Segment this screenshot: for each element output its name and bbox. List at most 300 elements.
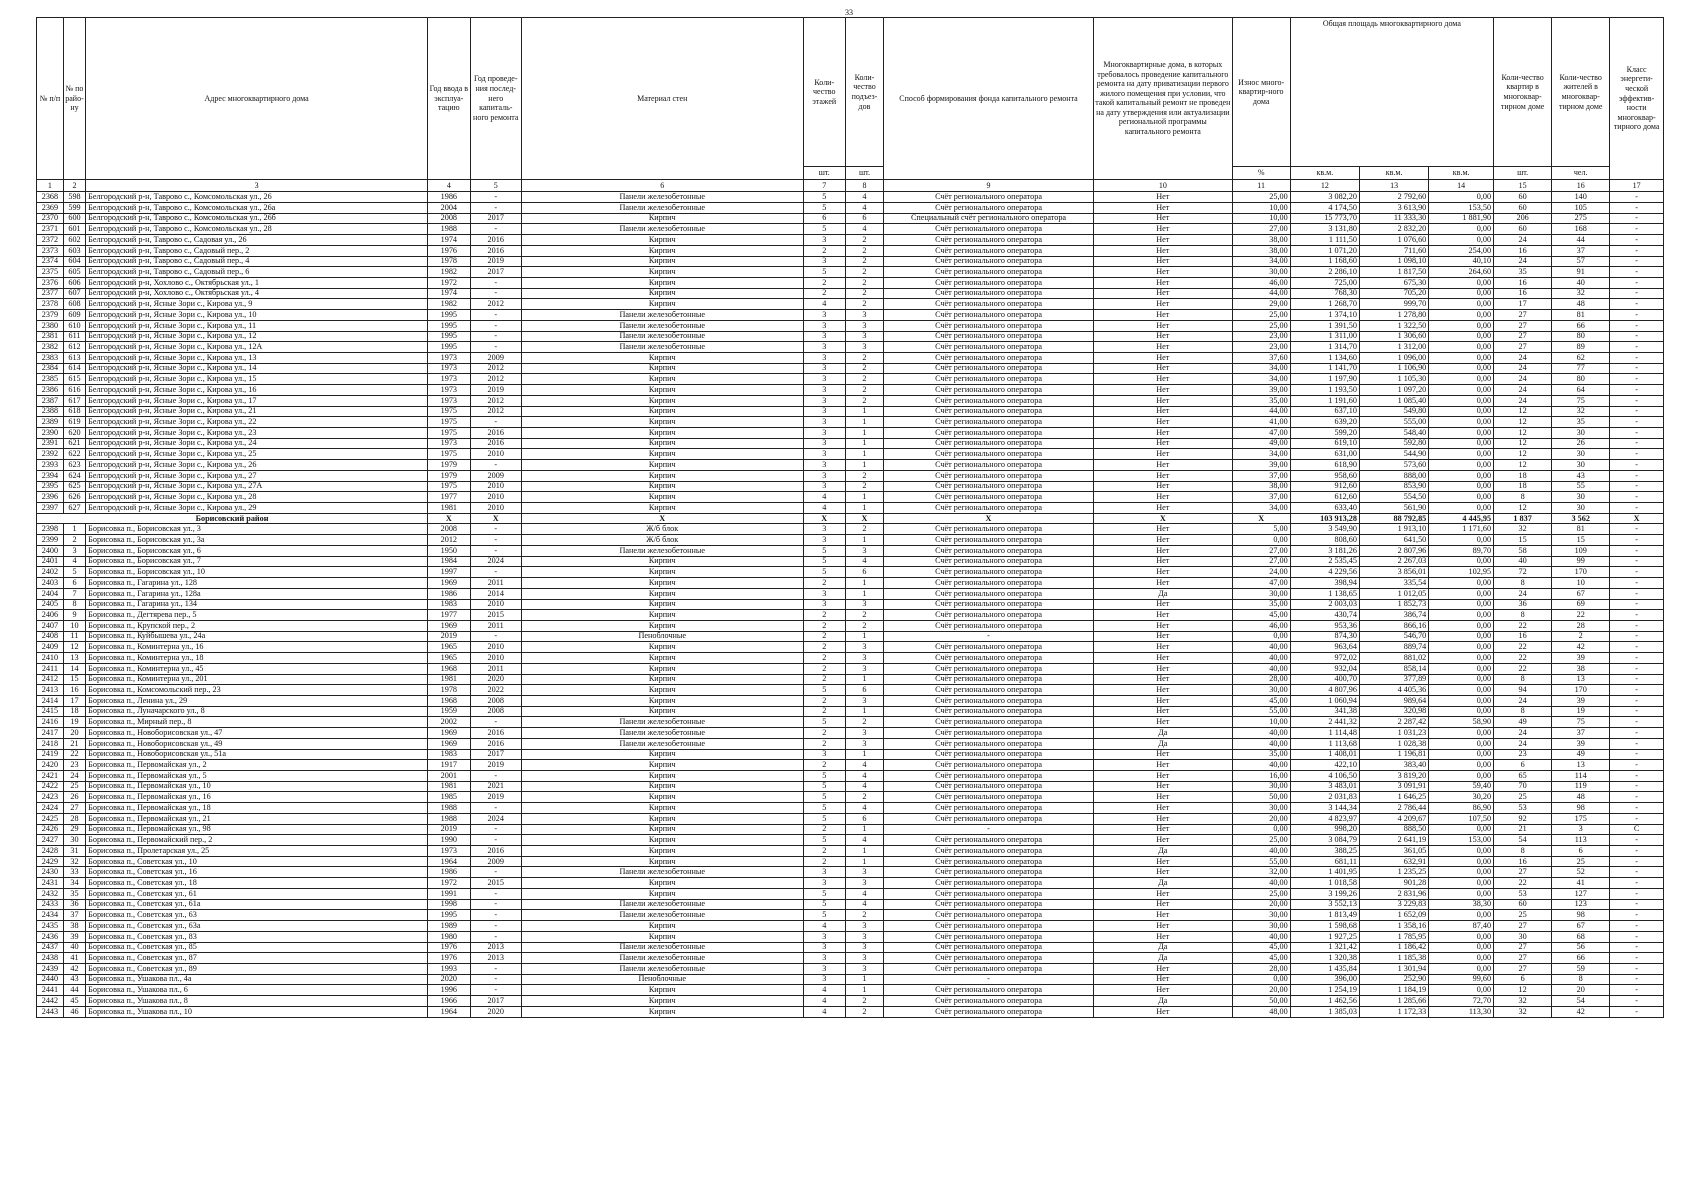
cell-wear-percent: 45,00 xyxy=(1232,942,1290,953)
cell-apartments: 65 xyxy=(1494,771,1552,782)
cell-apartments: 22 xyxy=(1494,620,1552,631)
cell-entrances: 1 xyxy=(845,706,883,717)
cell-wall-material: Кирпич xyxy=(521,470,803,481)
cell-entrances: 1 xyxy=(845,578,883,589)
cell-repair-required: Нет xyxy=(1094,910,1233,921)
cell-district-number: 40 xyxy=(63,942,85,953)
cell-area-living: 2 641,19 xyxy=(1359,835,1428,846)
cell-fund-method: Счёт регионального оператора xyxy=(883,899,1093,910)
cell-address: Борисовка п., Луначарского ул., 8 xyxy=(86,706,428,717)
table-row xyxy=(37,267,1664,278)
cell-wear-percent: 39,00 xyxy=(1232,385,1290,396)
cell-fund-method: Счёт регионального оператора xyxy=(883,406,1093,417)
cell-area-total: 612,60 xyxy=(1290,492,1359,503)
cell-wall-material: Кирпич xyxy=(521,781,803,792)
header-repair-required: Многоквартирные дома, в которых требовалось проведение капитального ремонта на дату приватизации первого жилого помещения при условии, что такой капитальный ремонт не проведен на дату утверждения или актуализации региональной программы капитального ремонта xyxy=(1094,18,1233,180)
cell-row-number: 2439 xyxy=(37,963,64,974)
cell-row-number: 2432 xyxy=(37,888,64,899)
cell-residents: 40 xyxy=(1552,277,1610,288)
unit-residents: чел. xyxy=(1552,167,1610,180)
cell-repair-required: Нет xyxy=(1094,245,1233,256)
cell-wear-percent: 30,00 xyxy=(1232,267,1290,278)
cell-district-number: 607 xyxy=(63,288,85,299)
cell-energy-class: - xyxy=(1610,213,1664,224)
cell-area-living: 361,05 xyxy=(1359,846,1428,857)
cell-year-built: 2019 xyxy=(428,631,470,642)
cell-address: Борисовка п., Первомайская ул., 2 xyxy=(86,760,428,771)
cell-row-number: 2441 xyxy=(37,985,64,996)
cell-address: Борисовка п., Борисовская ул., 7 xyxy=(86,556,428,567)
cell-area-nonliving: 0,00 xyxy=(1429,481,1494,492)
cell-repair-required: Да xyxy=(1094,878,1233,889)
district-residents: 3 562 xyxy=(1552,513,1610,524)
table-row xyxy=(37,792,1664,803)
table-row xyxy=(37,556,1664,567)
cell-floors: 5 xyxy=(803,567,845,578)
cell-wear-percent: 0,00 xyxy=(1232,824,1290,835)
cell-energy-class: - xyxy=(1610,888,1664,899)
cell-area-total: 2 031,83 xyxy=(1290,792,1359,803)
cell-row-number: 2411 xyxy=(37,663,64,674)
cell-entrances: 2 xyxy=(845,288,883,299)
cell-fund-method: Счёт регионального оператора xyxy=(883,202,1093,213)
unit-floors: шт. xyxy=(803,167,845,180)
cell-area-nonliving: 0,00 xyxy=(1429,856,1494,867)
cell-address: Борисовка п., Гагарина ул., 134 xyxy=(86,599,428,610)
cell-last-repair-year: - xyxy=(470,910,521,921)
cell-area-nonliving: 0,00 xyxy=(1429,374,1494,385)
cell-apartments: 24 xyxy=(1494,363,1552,374)
cell-row-number: 2383 xyxy=(37,352,64,363)
cell-district-number: 24 xyxy=(63,771,85,782)
cell-residents: 109 xyxy=(1552,545,1610,556)
cell-residents: 30 xyxy=(1552,428,1610,439)
cell-entrances: 2 xyxy=(845,235,883,246)
cell-floors: 2 xyxy=(803,760,845,771)
cell-year-built: 2002 xyxy=(428,717,470,728)
cell-energy-class: - xyxy=(1610,921,1664,932)
cell-last-repair-year: - xyxy=(470,824,521,835)
cell-area-nonliving: 0,00 xyxy=(1429,192,1494,203)
cell-repair-required: Нет xyxy=(1094,760,1233,771)
cell-year-built: 1989 xyxy=(428,921,470,932)
cell-area-nonliving: 0,00 xyxy=(1429,492,1494,503)
cell-area-living: 675,30 xyxy=(1359,277,1428,288)
cell-area-nonliving: 0,00 xyxy=(1429,342,1494,353)
cell-area-total: 998,20 xyxy=(1290,824,1359,835)
cell-year-built: 1969 xyxy=(428,728,470,739)
cell-fund-method: Счёт регионального оператора xyxy=(883,310,1093,321)
cell-row-number: 2398 xyxy=(37,524,64,535)
cell-energy-class: - xyxy=(1610,288,1664,299)
cell-district-number: 618 xyxy=(63,406,85,417)
cell-energy-class: - xyxy=(1610,899,1664,910)
cell-area-nonliving: 0,00 xyxy=(1429,695,1494,706)
cell-row-number: 2385 xyxy=(37,374,64,385)
cell-entrances: 2 xyxy=(845,267,883,278)
cell-floors: 5 xyxy=(803,813,845,824)
cell-area-total: 1 197,90 xyxy=(1290,374,1359,385)
cell-residents: 49 xyxy=(1552,749,1610,760)
cell-row-number: 2430 xyxy=(37,867,64,878)
cell-wall-material: Панели железобетонные xyxy=(521,963,803,974)
cell-year-built: 1982 xyxy=(428,299,470,310)
cell-year-built: 1995 xyxy=(428,342,470,353)
cell-year-built: 1981 xyxy=(428,781,470,792)
cell-fund-method: Счёт регионального оператора xyxy=(883,288,1093,299)
cell-floors: 3 xyxy=(803,460,845,471)
cell-floors: 3 xyxy=(803,878,845,889)
cell-area-living: 989,64 xyxy=(1359,695,1428,706)
district-c5: X xyxy=(470,513,521,524)
cell-row-number: 2412 xyxy=(37,674,64,685)
cell-year-built: 1988 xyxy=(428,803,470,814)
cell-residents: 15 xyxy=(1552,535,1610,546)
cell-residents: 8 xyxy=(1552,974,1610,985)
cell-area-total: 633,40 xyxy=(1290,503,1359,514)
cell-district-number: 19 xyxy=(63,717,85,728)
cell-last-repair-year: 2009 xyxy=(470,470,521,481)
table-row xyxy=(37,663,1664,674)
district-name: Борисовский район xyxy=(37,513,428,524)
cell-wall-material: Кирпич xyxy=(521,996,803,1007)
cell-last-repair-year: 2009 xyxy=(470,856,521,867)
cell-energy-class: - xyxy=(1610,460,1664,471)
cell-last-repair-year: - xyxy=(470,417,521,428)
cell-fund-method: Счёт регионального оператора xyxy=(883,620,1093,631)
cell-area-nonliving: 0,00 xyxy=(1429,728,1494,739)
cell-address: Борисовка п., Советская ул., 61а xyxy=(86,899,428,910)
cell-apartments: 24 xyxy=(1494,738,1552,749)
column-number: 9 xyxy=(883,179,1093,192)
table-row xyxy=(37,245,1664,256)
cell-residents: 52 xyxy=(1552,867,1610,878)
cell-address: Борисовка п., Ленина ул., 29 xyxy=(86,695,428,706)
cell-floors: 5 xyxy=(803,224,845,235)
cell-repair-required: Нет xyxy=(1094,631,1233,642)
cell-apartments: 27 xyxy=(1494,953,1552,964)
cell-district-number: 29 xyxy=(63,824,85,835)
cell-wall-material: Панели железобетонные xyxy=(521,331,803,342)
cell-entrances: 2 xyxy=(845,792,883,803)
table-row xyxy=(37,685,1664,696)
cell-apartments: 22 xyxy=(1494,663,1552,674)
cell-energy-class: - xyxy=(1610,385,1664,396)
header-last-repair-year: Год проведе-ния послед-него капиталь-ного ремонта xyxy=(470,18,521,180)
cell-floors: 3 xyxy=(803,535,845,546)
cell-address: Белгородский р-н, Таврово с., Садовая ул., 26 xyxy=(86,235,428,246)
cell-floors: 2 xyxy=(803,631,845,642)
cell-residents: 22 xyxy=(1552,610,1610,621)
cell-fund-method: Счёт регионального оператора xyxy=(883,470,1093,481)
cell-area-living: 2 786,44 xyxy=(1359,803,1428,814)
cell-fund-method: Счёт регионального оператора xyxy=(883,363,1093,374)
cell-area-nonliving: 0,00 xyxy=(1429,824,1494,835)
table-row xyxy=(37,953,1664,964)
cell-energy-class: - xyxy=(1610,974,1664,985)
cell-entrances: 2 xyxy=(845,910,883,921)
cell-fund-method: Счёт регионального оператора xyxy=(883,942,1093,953)
cell-area-living: 1 012,05 xyxy=(1359,588,1428,599)
cell-area-living: 2 792,60 xyxy=(1359,192,1428,203)
cell-address: Белгородский р-н, Ясные Зори с., Кирова ул., 11 xyxy=(86,320,428,331)
cell-wear-percent: 37,00 xyxy=(1232,470,1290,481)
cell-wear-percent: 49,00 xyxy=(1232,438,1290,449)
cell-row-number: 2388 xyxy=(37,406,64,417)
cell-district-number: 623 xyxy=(63,460,85,471)
cell-row-number: 2381 xyxy=(37,331,64,342)
cell-floors: 3 xyxy=(803,599,845,610)
cell-district-number: 5 xyxy=(63,567,85,578)
cell-last-repair-year: - xyxy=(470,277,521,288)
cell-year-built: 2012 xyxy=(428,535,470,546)
cell-floors: 3 xyxy=(803,953,845,964)
table-row xyxy=(37,878,1664,889)
cell-repair-required: Нет xyxy=(1094,835,1233,846)
cell-apartments: 36 xyxy=(1494,599,1552,610)
cell-area-living: 2 831,96 xyxy=(1359,888,1428,899)
cell-address: Белгородский р-н, Ясные Зори с., Кирова ул., 28 xyxy=(86,492,428,503)
cell-wall-material: Кирпич xyxy=(521,385,803,396)
cell-wall-material: Кирпич xyxy=(521,878,803,889)
cell-wear-percent: 30,00 xyxy=(1232,910,1290,921)
cell-district-number: 600 xyxy=(63,213,85,224)
cell-area-total: 1 114,48 xyxy=(1290,728,1359,739)
cell-floors: 2 xyxy=(803,277,845,288)
cell-year-built: 1975 xyxy=(428,428,470,439)
cell-year-built: 1976 xyxy=(428,942,470,953)
cell-address: Белгородский р-н, Ясные Зори с., Кирова ул., 29 xyxy=(86,503,428,514)
cell-energy-class: - xyxy=(1610,760,1664,771)
cell-repair-required: Нет xyxy=(1094,803,1233,814)
table-row xyxy=(37,771,1664,782)
table-row xyxy=(37,213,1664,224)
cell-area-living: 853,90 xyxy=(1359,481,1428,492)
cell-area-nonliving: 0,00 xyxy=(1429,867,1494,878)
cell-repair-required: Нет xyxy=(1094,824,1233,835)
cell-address: Борисовка п., Комсомольский пер., 23 xyxy=(86,685,428,696)
cell-fund-method: Счёт регионального оператора xyxy=(883,921,1093,932)
cell-last-repair-year: 2016 xyxy=(470,738,521,749)
cell-district-number: 609 xyxy=(63,310,85,321)
cell-apartments: 24 xyxy=(1494,352,1552,363)
cell-last-repair-year: 2016 xyxy=(470,728,521,739)
cell-wall-material: Панели железобетонные xyxy=(521,738,803,749)
cell-apartments: 16 xyxy=(1494,631,1552,642)
cell-wall-material: Кирпич xyxy=(521,492,803,503)
cell-row-number: 2431 xyxy=(37,878,64,889)
cell-apartments: 21 xyxy=(1494,824,1552,835)
cell-wall-material: Панели железобетонные xyxy=(521,310,803,321)
cell-row-number: 2378 xyxy=(37,299,64,310)
cell-year-built: 1986 xyxy=(428,192,470,203)
cell-area-total: 1 168,60 xyxy=(1290,256,1359,267)
cell-last-repair-year: 2014 xyxy=(470,588,521,599)
cell-entrances: 3 xyxy=(845,738,883,749)
cell-wear-percent: 10,00 xyxy=(1232,213,1290,224)
cell-fund-method: Счёт регионального оператора xyxy=(883,535,1093,546)
cell-residents: 170 xyxy=(1552,567,1610,578)
cell-last-repair-year: 2017 xyxy=(470,749,521,760)
cell-district-number: 37 xyxy=(63,910,85,921)
cell-floors: 3 xyxy=(803,417,845,428)
cell-entrances: 3 xyxy=(845,663,883,674)
cell-area-living: 858,14 xyxy=(1359,663,1428,674)
cell-apartments: 27 xyxy=(1494,320,1552,331)
cell-residents: 127 xyxy=(1552,888,1610,899)
cell-row-number: 2434 xyxy=(37,910,64,921)
cell-area-total: 1 813,49 xyxy=(1290,910,1359,921)
cell-last-repair-year: 2011 xyxy=(470,663,521,674)
cell-residents: 67 xyxy=(1552,921,1610,932)
cell-area-total: 932,04 xyxy=(1290,663,1359,674)
table-row xyxy=(37,963,1664,974)
cell-address: Борисовка п., Гагарина ул., 128 xyxy=(86,578,428,589)
cell-apartments: 60 xyxy=(1494,202,1552,213)
cell-area-total: 958,60 xyxy=(1290,470,1359,481)
column-number: 14 xyxy=(1429,179,1494,192)
cell-last-repair-year: 2008 xyxy=(470,695,521,706)
cell-repair-required: Нет xyxy=(1094,578,1233,589)
cell-area-living: 377,89 xyxy=(1359,674,1428,685)
cell-district-number: 614 xyxy=(63,363,85,374)
cell-area-total: 422,10 xyxy=(1290,760,1359,771)
cell-last-repair-year: - xyxy=(470,567,521,578)
unit-apartments: шт. xyxy=(1494,167,1552,180)
cell-entrances: 2 xyxy=(845,717,883,728)
district-c4: X xyxy=(428,513,470,524)
cell-address: Борисовка п., Первомайский пер., 2 xyxy=(86,835,428,846)
cell-fund-method: Счёт регионального оператора xyxy=(883,867,1093,878)
cell-wall-material: Панели железобетонные xyxy=(521,942,803,953)
cell-district-number: 616 xyxy=(63,385,85,396)
cell-entrances: 2 xyxy=(845,1006,883,1017)
table-row xyxy=(37,888,1664,899)
cell-area-nonliving: 0,00 xyxy=(1429,503,1494,514)
cell-area-nonliving: 0,00 xyxy=(1429,406,1494,417)
cell-address: Борисовка п., Пролетарская ул., 25 xyxy=(86,846,428,857)
cell-area-nonliving: 0,00 xyxy=(1429,706,1494,717)
cell-year-built: 1965 xyxy=(428,653,470,664)
cell-district-number: 33 xyxy=(63,867,85,878)
cell-fund-method: Счёт регионального оператора xyxy=(883,728,1093,739)
cell-area-total: 4 174,50 xyxy=(1290,202,1359,213)
cell-area-total: 1 321,42 xyxy=(1290,942,1359,953)
cell-residents: 44 xyxy=(1552,235,1610,246)
cell-apartments: 8 xyxy=(1494,492,1552,503)
cell-year-built: 2004 xyxy=(428,202,470,213)
cell-last-repair-year: 2010 xyxy=(470,642,521,653)
cell-fund-method: Счёт регионального оператора xyxy=(883,192,1093,203)
cell-year-built: 1991 xyxy=(428,888,470,899)
cell-address: Борисовка п., Первомайская ул., 10 xyxy=(86,781,428,792)
cell-year-built: 1975 xyxy=(428,406,470,417)
cell-area-nonliving: 30,20 xyxy=(1429,792,1494,803)
cell-area-nonliving: 0,00 xyxy=(1429,578,1494,589)
cell-apartments: 17 xyxy=(1494,299,1552,310)
cell-year-built: 1978 xyxy=(428,685,470,696)
district-c8: X xyxy=(845,513,883,524)
cell-wall-material: Ж/б блок xyxy=(521,535,803,546)
cell-area-total: 1 138,65 xyxy=(1290,588,1359,599)
cell-row-number: 2390 xyxy=(37,428,64,439)
cell-area-nonliving: 0,00 xyxy=(1429,963,1494,974)
cell-year-built: 1980 xyxy=(428,931,470,942)
cell-wear-percent: 47,00 xyxy=(1232,578,1290,589)
cell-energy-class: - xyxy=(1610,299,1664,310)
table-body-belgorod xyxy=(37,192,1664,514)
cell-entrances: 2 xyxy=(845,256,883,267)
cell-entrances: 4 xyxy=(845,556,883,567)
table-row xyxy=(37,224,1664,235)
cell-repair-required: Да xyxy=(1094,942,1233,953)
cell-row-number: 2407 xyxy=(37,620,64,631)
cell-area-living: 1 646,25 xyxy=(1359,792,1428,803)
cell-address: Белгородский р-н, Таврово с., Комсомольская ул., 28 xyxy=(86,224,428,235)
cell-wall-material: Кирпич xyxy=(521,417,803,428)
cell-residents: 81 xyxy=(1552,524,1610,535)
cell-entrances: 3 xyxy=(845,695,883,706)
cell-residents: 98 xyxy=(1552,803,1610,814)
cell-area-living: 554,50 xyxy=(1359,492,1428,503)
cell-area-total: 4 823,97 xyxy=(1290,813,1359,824)
cell-last-repair-year: 2013 xyxy=(470,942,521,953)
cell-energy-class: - xyxy=(1610,749,1664,760)
cell-area-nonliving: 0,00 xyxy=(1429,931,1494,942)
cell-entrances: 4 xyxy=(845,192,883,203)
cell-energy-class: - xyxy=(1610,277,1664,288)
cell-year-built: 1969 xyxy=(428,620,470,631)
cell-year-built: 1973 xyxy=(428,363,470,374)
cell-wall-material: Панели железобетонные xyxy=(521,953,803,964)
cell-fund-method: Счёт регионального оператора xyxy=(883,910,1093,921)
table-row xyxy=(37,481,1664,492)
cell-address: Борисовка п., Первомайская ул., 18 xyxy=(86,803,428,814)
cell-residents: 30 xyxy=(1552,449,1610,460)
cell-repair-required: Да xyxy=(1094,953,1233,964)
cell-year-built: 1968 xyxy=(428,663,470,674)
cell-year-built: 1979 xyxy=(428,460,470,471)
cell-row-number: 2403 xyxy=(37,578,64,589)
cell-area-total: 2 286,10 xyxy=(1290,267,1359,278)
cell-area-nonliving: 0,00 xyxy=(1429,878,1494,889)
cell-area-living: 1 097,20 xyxy=(1359,385,1428,396)
cell-area-living: 888,00 xyxy=(1359,470,1428,481)
cell-floors: 4 xyxy=(803,985,845,996)
cell-wear-percent: 44,00 xyxy=(1232,288,1290,299)
cell-area-total: 953,36 xyxy=(1290,620,1359,631)
cell-fund-method: Счёт регионального оператора xyxy=(883,706,1093,717)
cell-area-nonliving: 59,40 xyxy=(1429,781,1494,792)
cell-repair-required: Нет xyxy=(1094,235,1233,246)
cell-area-living: 1 285,66 xyxy=(1359,996,1428,1007)
cell-floors: 2 xyxy=(803,610,845,621)
cell-wear-percent: 48,00 xyxy=(1232,1006,1290,1017)
cell-energy-class: - xyxy=(1610,224,1664,235)
cell-row-number: 2410 xyxy=(37,653,64,664)
cell-apartments: 22 xyxy=(1494,878,1552,889)
cell-wear-percent: 39,00 xyxy=(1232,460,1290,471)
cell-energy-class: - xyxy=(1610,449,1664,460)
cell-area-living: 1 312,00 xyxy=(1359,342,1428,353)
cell-row-number: 2387 xyxy=(37,395,64,406)
table-row xyxy=(37,706,1664,717)
cell-year-built: 1973 xyxy=(428,846,470,857)
cell-fund-method: Счёт регионального оператора xyxy=(883,299,1093,310)
column-number: 11 xyxy=(1232,179,1290,192)
cell-year-built: 1968 xyxy=(428,695,470,706)
cell-repair-required: Нет xyxy=(1094,213,1233,224)
